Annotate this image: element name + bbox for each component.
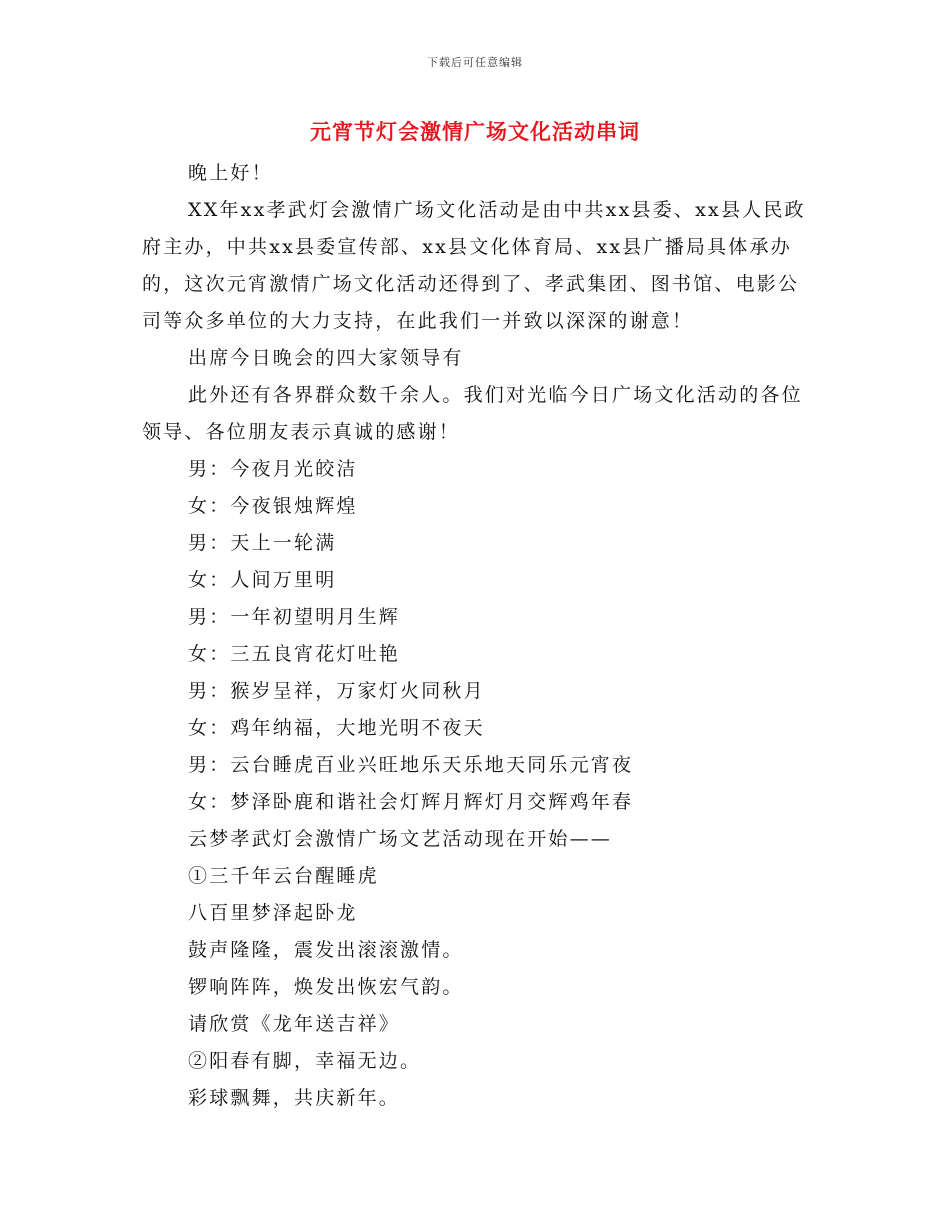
header-note: 下载后可任意编辑 — [427, 56, 523, 69]
dialogue-line: 女：鸡年纳福，大地光明不夜天 — [188, 717, 485, 739]
dialogue-line: 女：三五良宵花灯吐艳 — [188, 643, 401, 665]
program-line: ②阳春有脚，幸福无边。 — [188, 1050, 422, 1072]
program-line: 鼓声隆隆，震发出滚滚激情。 — [188, 939, 464, 961]
dialogue-line: 男：天上一轮满 — [188, 532, 337, 554]
paragraph-intro: XX年xx孝武灯会激情广场文化活动是由中共xx县委、xx县人民政府主办，中共xx县委宣传部、xx县文化体育局、xx县广播局具体承办的，这次元宵激情广场文化活动还得到了、孝武集团、图书馆、电影公司等众多单位的大力支持，在此我们一并致以深深的谢意！ — [142, 199, 806, 332]
paragraph-thanks: 此外还有各界群众数千余人。我们对光临今日广场文化活动的各位领导、各位朋友表示真诚的感谢！ — [142, 384, 803, 443]
paragraph-leaders: 出席今日晚会的四大家领导有 — [188, 347, 464, 369]
program-line: 锣响阵阵，焕发出恢宏气韵。 — [188, 976, 464, 998]
dialogue-line: 女：梦泽卧鹿和谐社会灯辉月辉灯月交辉鸡年春 — [188, 791, 634, 813]
dialogue-line: 男：今夜月光皎洁 — [188, 458, 358, 480]
program-line: 请欣赏《龙年送吉祥》 — [188, 1013, 401, 1035]
opening-announcement: 云梦孝武灯会激情广场文艺活动现在开始—— — [188, 828, 613, 850]
dialogue-line: 女：人间万里明 — [188, 569, 337, 591]
document-title: 元宵节灯会激情广场文化活动串词 — [310, 119, 640, 144]
document-body — [142, 155, 812, 1117]
program-line: 彩球飘舞，共庆新年。 — [188, 1087, 401, 1109]
dialogue-line: 男：一年初望明月生辉 — [188, 606, 401, 628]
dialogue-line: 男：猴岁呈祥，万家灯火同秋月 — [188, 680, 485, 702]
dialogue-line: 男：云台睡虎百业兴旺地乐天乐地天同乐元宵夜 — [188, 754, 634, 776]
dialogue-line: 女：今夜银烛辉煌 — [188, 495, 358, 517]
paragraph-greeting: 晚上好！ — [188, 162, 273, 184]
program-line: ①三千年云台醒睡虎 — [188, 865, 379, 887]
program-line: 八百里梦泽起卧龙 — [188, 902, 358, 924]
